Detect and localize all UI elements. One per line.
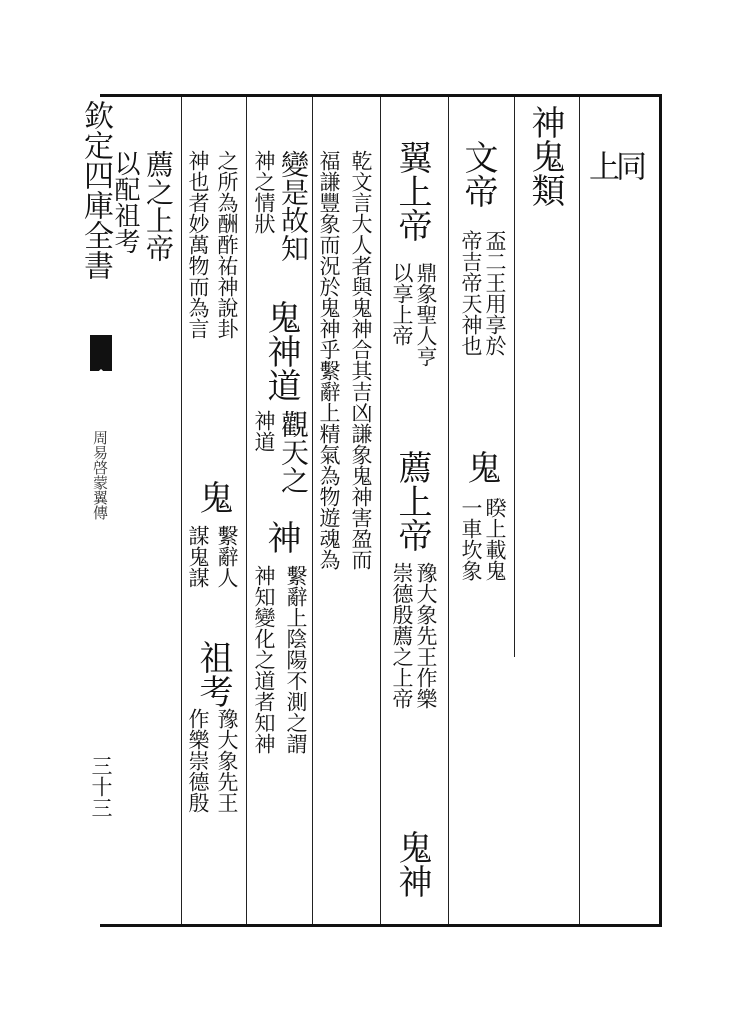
frame-right-border <box>659 94 662 927</box>
column-2-text: 上 <box>583 150 619 181</box>
column-9-main-text: 薦之上帝 <box>142 150 175 262</box>
fishtail-mark <box>90 335 112 371</box>
column-5-large-text: 薦上帝 <box>392 450 432 552</box>
column-rule <box>181 97 182 924</box>
category-heading: 神鬼類 <box>525 105 565 207</box>
frame-top-border <box>100 94 662 97</box>
column-7-note-a: 神之情狀 <box>252 150 276 234</box>
column-5-note-c: 豫大象先王作樂 <box>414 562 438 709</box>
column-7-note-d: 神知變化之道者知神 <box>252 565 276 754</box>
column-1-text: 同 <box>610 150 646 181</box>
column-7-large-text: 鬼神道 <box>261 300 301 402</box>
column-8-note-left: 神也者妙萬物而為言 <box>186 150 210 339</box>
column-8-note-c: 繫辭人 <box>215 525 239 588</box>
section-title: 周易啓蒙翼傳 <box>91 430 109 520</box>
column-8-note-d: 謀鬼謀 <box>186 525 210 588</box>
page-number: 三十三 <box>89 755 113 818</box>
column-rule <box>514 97 515 657</box>
column-7-note-b: 神道 <box>252 410 276 452</box>
column-8-large-char: 鬼 <box>193 480 233 514</box>
column-5-note-d: 崇德殷薦之上帝 <box>390 562 414 709</box>
column-7-main-text-2: 觀天之 <box>277 410 310 494</box>
column-8-note-f: 作樂崇德殷 <box>186 708 210 813</box>
column-4-heading-text: 文帝 <box>458 140 498 208</box>
column-8-note-right: 之所為酬酢祐神說卦 <box>215 150 239 339</box>
column-6-note-left: 福謙豐象而況於鬼神乎繫辭上精氣為物遊魂為 <box>317 150 341 570</box>
column-rule <box>579 97 580 924</box>
column-rule <box>448 97 449 924</box>
column-4-note-left-2: 一車坎象 <box>459 497 483 581</box>
book-title: 欽定四庫全書 <box>78 100 113 280</box>
column-9-main-text-2: 以配祖考 <box>110 150 140 254</box>
column-4-note-left: 帝吉帝天神也 <box>459 230 483 356</box>
column-8-note-e: 豫大象先王 <box>215 708 239 813</box>
column-4-note-right: 盃二王用享於 <box>483 230 507 356</box>
column-5-heading-text: 翼上帝 <box>392 140 432 242</box>
column-rule <box>246 97 247 924</box>
column-4-large-char: 鬼 <box>461 450 501 484</box>
column-rule <box>312 97 313 924</box>
column-7-large-char: 神 <box>261 520 301 554</box>
column-rule <box>380 97 381 924</box>
column-5-note-a: 鼎象聖人亨 <box>414 262 438 367</box>
column-7-note-c: 繫辭上陰陽不測之謂 <box>284 565 308 754</box>
frame-bottom-border <box>100 924 662 927</box>
column-7-main-text: 變是故知 <box>277 150 310 262</box>
column-4-note-right-2: 睽上載鬼 <box>483 497 507 581</box>
column-5-note-b: 以享上帝 <box>390 262 414 346</box>
column-6-note-right: 乾文言大人者與鬼神合其吉凶謙象鬼神害盈而 <box>349 150 373 570</box>
column-5-large-text-2: 鬼神 <box>392 830 432 898</box>
column-8-large-text: 祖考 <box>193 640 233 708</box>
